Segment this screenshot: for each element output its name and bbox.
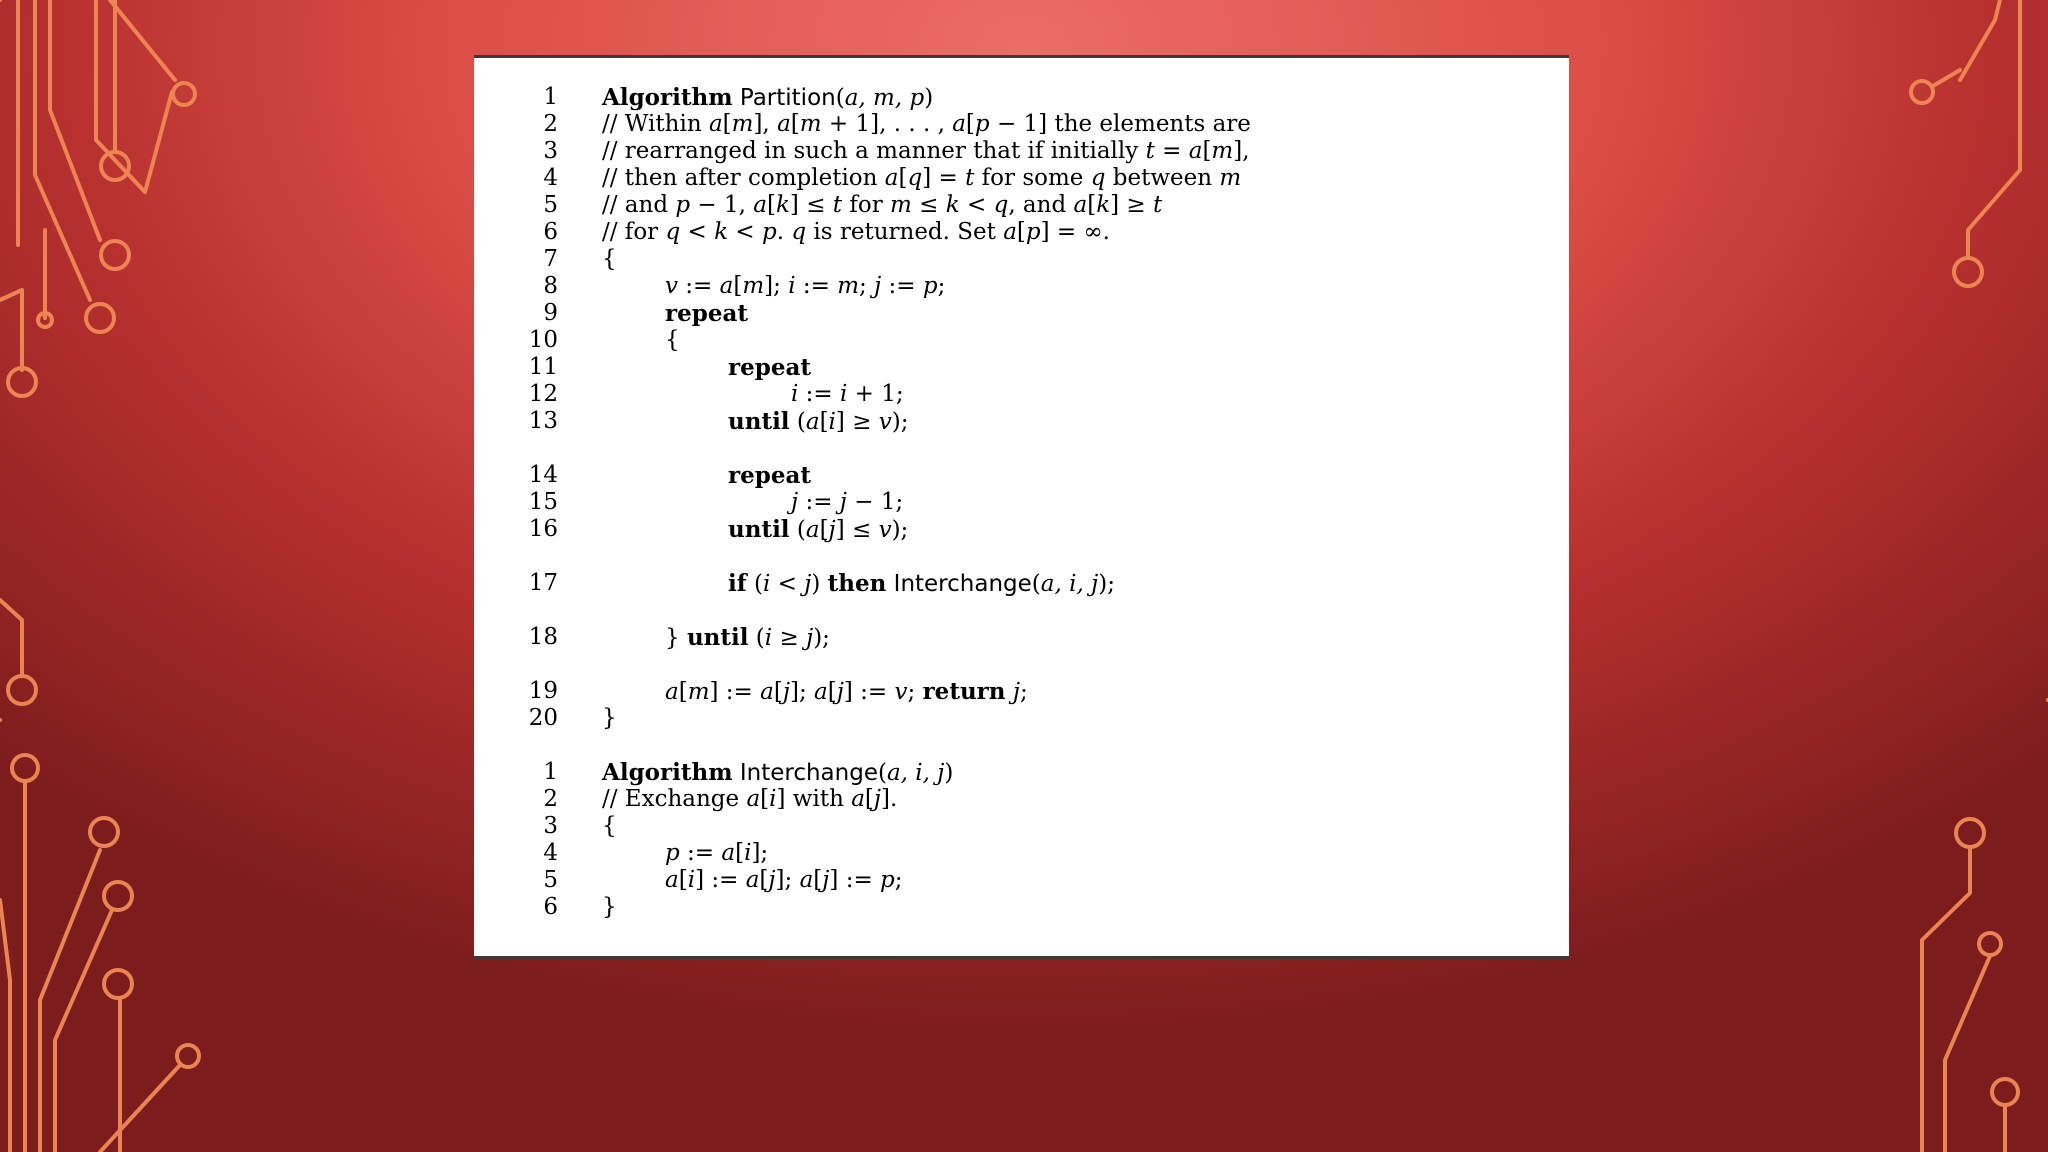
partition-line-11 xyxy=(474,354,1569,381)
code-text xyxy=(665,867,903,894)
code-token: ( xyxy=(789,517,806,543)
code-token: ; xyxy=(1019,679,1028,705)
code-token: { xyxy=(602,813,617,839)
code-token: a xyxy=(814,679,828,705)
code-token: i xyxy=(762,571,771,597)
code-token: k xyxy=(714,219,729,245)
code-token: a xyxy=(777,111,791,137)
code-token: // Within xyxy=(602,111,709,137)
code-token: [ xyxy=(773,679,783,705)
code-token: // then after completion xyxy=(602,165,885,191)
code-token xyxy=(1006,679,1013,705)
code-token: a xyxy=(799,867,814,893)
code-token: m xyxy=(837,273,860,299)
code-token: − 1] the elements are xyxy=(989,111,1251,137)
code-token: m xyxy=(1219,165,1242,191)
code-token: ); xyxy=(813,625,830,651)
partition-line-17 xyxy=(474,570,1569,597)
code-token: ], xyxy=(1233,138,1250,164)
partition-line-12 xyxy=(474,381,1569,408)
code-text xyxy=(665,327,680,354)
code-token: j xyxy=(791,489,799,515)
partition-line-19 xyxy=(474,678,1569,705)
interchange-line-1 xyxy=(474,759,1569,786)
code-token: if xyxy=(728,570,747,597)
line-number: 4 xyxy=(543,840,558,866)
code-text xyxy=(728,354,811,382)
code-token: ( xyxy=(1031,571,1041,597)
code-text xyxy=(728,570,1115,598)
code-token: a xyxy=(851,786,865,812)
code-token: , and xyxy=(1008,192,1074,218)
code-token: k xyxy=(775,192,790,218)
code-token: < xyxy=(959,192,994,218)
code-token: ; xyxy=(894,867,903,893)
code-token: − 1, xyxy=(690,192,754,218)
code-token: j xyxy=(782,679,790,705)
interchange-line-2 xyxy=(474,786,1569,813)
code-token: a xyxy=(746,786,761,812)
partition-line-7 xyxy=(474,246,1569,273)
code-token: repeat xyxy=(728,462,811,489)
code-token: // Exchange xyxy=(602,786,747,812)
code-token: ]. xyxy=(881,786,898,812)
line-number: 2 xyxy=(543,111,558,137)
line-number: 15 xyxy=(528,489,558,515)
code-token: ) xyxy=(924,85,934,111)
code-token: ( xyxy=(835,85,845,111)
code-token: ]; xyxy=(751,840,769,866)
code-token: ] = ∞. xyxy=(1040,219,1110,245)
code-token: v xyxy=(894,679,908,705)
code-token: [ xyxy=(722,111,732,137)
partition-line-3 xyxy=(474,138,1569,165)
code-text xyxy=(665,300,748,328)
line-number: 11 xyxy=(528,354,558,380)
code-token: until xyxy=(728,516,790,543)
code-token: t xyxy=(965,165,975,191)
code-token: Partition xyxy=(739,85,836,111)
code-token: } xyxy=(602,894,617,920)
code-token: repeat xyxy=(728,354,811,381)
code-token: p xyxy=(922,273,938,299)
code-token: ] ≥ xyxy=(1110,192,1154,218)
code-token: := xyxy=(679,840,722,866)
code-token: p xyxy=(1025,219,1041,245)
code-token: . xyxy=(776,219,792,245)
code-token: ] with xyxy=(776,786,852,812)
code-token: } xyxy=(602,705,617,731)
partition-line-20 xyxy=(474,705,1569,732)
code-token: [ xyxy=(813,867,823,893)
code-token: [ xyxy=(819,409,829,435)
code-token: ( xyxy=(748,625,765,651)
code-token: v xyxy=(665,273,678,299)
code-token: // and xyxy=(602,192,676,218)
code-token: a, i, j xyxy=(1040,571,1099,597)
code-token: ( xyxy=(746,571,763,597)
code-text xyxy=(728,408,909,436)
code-token: t xyxy=(1145,138,1155,164)
line-number: 8 xyxy=(543,273,558,299)
line-number: 7 xyxy=(543,246,558,272)
code-token: a xyxy=(884,165,899,191)
line-number: 12 xyxy=(528,381,558,407)
code-token: ] ≤ xyxy=(789,192,833,218)
code-token: m xyxy=(731,111,754,137)
code-token: { xyxy=(665,327,680,353)
code-text xyxy=(602,192,1162,219)
line-number: 19 xyxy=(528,678,558,704)
line-number: 6 xyxy=(543,219,558,245)
code-token: j xyxy=(839,489,847,515)
code-token: for xyxy=(842,192,891,218)
code-token: ); xyxy=(891,517,909,543)
code-token: ]; xyxy=(764,273,789,299)
code-token: ; xyxy=(859,273,875,299)
code-token: a xyxy=(753,192,767,218)
code-token: // rearranged in such a manner that if initially xyxy=(602,138,1146,164)
code-token: < xyxy=(680,219,715,245)
code-token xyxy=(733,760,740,786)
code-token: k xyxy=(945,192,960,218)
code-token: := xyxy=(881,273,923,299)
code-token: a, i, j xyxy=(886,760,945,786)
code-token: i xyxy=(788,273,796,299)
code-token: ) xyxy=(811,571,828,597)
code-token: repeat xyxy=(665,300,748,327)
line-number: 1 xyxy=(543,759,558,785)
code-text xyxy=(665,678,1028,706)
code-token: ; xyxy=(937,273,946,299)
code-token: k xyxy=(1096,192,1111,218)
code-text xyxy=(602,894,617,921)
code-token: [ xyxy=(965,111,975,137)
line-number: 14 xyxy=(528,462,558,488)
code-token: [ xyxy=(790,111,800,137)
code-token: Algorithm xyxy=(602,84,733,111)
code-token: [ xyxy=(819,517,829,543)
code-token: t xyxy=(832,192,843,218)
line-number: 13 xyxy=(528,408,558,434)
interchange-line-6 xyxy=(474,894,1569,921)
code-token: a xyxy=(745,867,760,893)
code-token: := xyxy=(678,273,720,299)
code-text xyxy=(791,381,904,408)
code-token: i xyxy=(840,381,848,407)
code-token: [ xyxy=(678,679,688,705)
code-token: p xyxy=(675,192,691,218)
code-token: ] := xyxy=(709,679,761,705)
code-text xyxy=(728,462,811,490)
code-token xyxy=(733,85,740,111)
code-text xyxy=(602,138,1250,165)
code-token: i xyxy=(764,625,773,651)
code-token: := xyxy=(795,273,838,299)
code-text xyxy=(791,489,903,516)
code-token: < xyxy=(728,219,762,245)
code-token: a xyxy=(719,273,734,299)
code-token: + 1; xyxy=(847,381,904,407)
code-token: a xyxy=(1003,219,1017,245)
code-token: between xyxy=(1105,165,1220,191)
line-number: 4 xyxy=(543,165,558,191)
code-token: j xyxy=(1012,679,1020,705)
code-token: p xyxy=(974,111,990,137)
code-token: ≤ xyxy=(911,192,946,218)
code-token: v xyxy=(878,409,892,435)
code-token: := xyxy=(798,381,841,407)
interchange-line-5 xyxy=(474,867,1569,894)
code-token: j xyxy=(804,571,812,597)
code-token: j xyxy=(822,867,830,893)
line-number: 10 xyxy=(528,327,558,353)
code-token: return xyxy=(922,678,1006,705)
code-text xyxy=(602,219,1110,246)
code-token: ( xyxy=(877,760,887,786)
code-text xyxy=(602,813,617,840)
code-token: p xyxy=(665,840,680,866)
code-token: a xyxy=(805,409,820,435)
line-number: 2 xyxy=(543,786,558,812)
code-text xyxy=(665,840,768,867)
code-token: i xyxy=(744,840,752,866)
code-token: − 1; xyxy=(846,489,904,515)
code-text xyxy=(602,759,953,787)
pseudocode-image xyxy=(474,55,1569,959)
code-text xyxy=(665,273,945,300)
code-text xyxy=(602,84,933,112)
code-token: ]; xyxy=(789,679,815,705)
code-token: ] ≥ xyxy=(835,409,879,435)
code-token: [ xyxy=(827,679,837,705)
code-token: { xyxy=(602,246,617,272)
code-token: q xyxy=(1090,165,1106,191)
code-token: [ xyxy=(1202,138,1212,164)
code-token: j xyxy=(806,625,814,651)
code-text xyxy=(602,111,1251,138)
code-token: m xyxy=(799,111,822,137)
code-token: [ xyxy=(735,840,745,866)
code-token xyxy=(886,571,893,597)
code-token: a xyxy=(1073,192,1088,218)
line-number: 3 xyxy=(543,138,558,164)
code-token: } xyxy=(665,625,687,651)
code-token: [ xyxy=(678,867,688,893)
code-token: ) xyxy=(944,760,954,786)
circuit-decoration-left xyxy=(0,0,199,1152)
code-token: [ xyxy=(760,786,770,812)
code-text xyxy=(665,624,830,652)
code-token: j xyxy=(873,786,882,812)
code-token: p xyxy=(880,867,895,893)
code-token: a xyxy=(952,111,966,137)
code-token: v xyxy=(878,517,892,543)
code-token: a xyxy=(665,867,679,893)
line-number: 20 xyxy=(528,705,558,731)
interchange-line-3 xyxy=(474,813,1569,840)
code-token: [ xyxy=(733,273,743,299)
line-number: 16 xyxy=(528,516,558,542)
line-number: 17 xyxy=(528,570,558,596)
code-token: [ xyxy=(1016,219,1026,245)
code-token: ] = xyxy=(922,165,966,191)
partition-line-14 xyxy=(474,462,1569,489)
code-token: ], xyxy=(753,111,778,137)
code-token: until xyxy=(686,624,749,651)
code-token: ] := xyxy=(829,867,881,893)
code-token: [ xyxy=(864,786,874,812)
code-token: i xyxy=(828,409,836,435)
code-token: ] := xyxy=(695,867,746,893)
code-token: is returned. Set xyxy=(806,219,1004,245)
code-token: [ xyxy=(759,867,769,893)
code-token: := xyxy=(798,489,840,515)
circuit-decoration-right xyxy=(1911,0,2048,1152)
code-token: j xyxy=(768,867,776,893)
code-token: ≥ xyxy=(772,625,807,651)
line-number: 18 xyxy=(528,624,558,650)
code-token: + 1], . . . , xyxy=(821,111,953,137)
code-token: j xyxy=(874,273,882,299)
code-token: then xyxy=(827,570,887,597)
code-token: ] ≤ xyxy=(835,517,879,543)
code-token: until xyxy=(728,408,790,435)
code-token: a xyxy=(708,111,723,137)
code-token: q xyxy=(993,192,1009,218)
partition-line-15 xyxy=(474,489,1569,516)
line-number: 5 xyxy=(543,867,558,893)
partition-line-4 xyxy=(474,165,1569,192)
line-number: 3 xyxy=(543,813,558,839)
code-token: q xyxy=(907,165,923,191)
code-token: ; xyxy=(907,679,923,705)
code-token: ]; xyxy=(775,867,800,893)
code-token: a, m, p xyxy=(844,85,925,111)
code-token: q xyxy=(665,219,681,245)
code-token: q xyxy=(791,219,807,245)
code-text xyxy=(602,165,1241,192)
line-number: 9 xyxy=(543,300,558,326)
partition-line-16 xyxy=(474,516,1569,543)
code-token: // for xyxy=(602,219,666,245)
code-token: j xyxy=(836,679,844,705)
code-token: Interchange xyxy=(739,760,878,786)
code-token: m xyxy=(1211,138,1234,164)
partition-line-2 xyxy=(474,111,1569,138)
code-token: ); xyxy=(1098,571,1115,597)
code-token: ] := xyxy=(843,679,895,705)
code-token: a xyxy=(1188,138,1203,164)
code-token: ( xyxy=(789,409,806,435)
partition-line-5 xyxy=(474,192,1569,219)
partition-line-6 xyxy=(474,219,1569,246)
partition-line-13 xyxy=(474,408,1569,435)
code-token: t xyxy=(1153,192,1163,218)
partition-line-8 xyxy=(474,273,1569,300)
code-token: for some xyxy=(974,165,1091,191)
code-token: ); xyxy=(891,409,909,435)
partition-line-9 xyxy=(474,300,1569,327)
code-token: a xyxy=(665,679,679,705)
code-token: i xyxy=(791,381,799,407)
code-token: Interchange xyxy=(893,571,1032,597)
code-token: j xyxy=(828,517,836,543)
code-text xyxy=(602,246,617,273)
code-token: a xyxy=(805,517,820,543)
code-text xyxy=(602,705,617,732)
partition-line-10 xyxy=(474,327,1569,354)
code-token: m xyxy=(742,273,765,299)
code-token: [ xyxy=(766,192,776,218)
partition-line-18 xyxy=(474,624,1569,651)
line-number: 6 xyxy=(543,894,558,920)
line-number: 5 xyxy=(543,192,558,218)
code-text xyxy=(602,786,897,813)
code-text xyxy=(728,516,908,544)
code-token: a xyxy=(760,679,774,705)
interchange-line-4 xyxy=(474,840,1569,867)
code-token: < xyxy=(770,571,805,597)
code-token: i xyxy=(687,867,696,893)
code-token: i xyxy=(769,786,777,812)
code-token: Algorithm xyxy=(602,759,733,786)
code-token: a xyxy=(721,840,736,866)
line-number: 1 xyxy=(543,84,558,110)
code-token: [ xyxy=(898,165,908,191)
code-token: p xyxy=(761,219,777,245)
code-token: m xyxy=(687,679,710,705)
code-token: m xyxy=(890,192,912,218)
code-token: [ xyxy=(1087,192,1097,218)
code-token: = xyxy=(1154,138,1189,164)
partition-line-1 xyxy=(474,84,1569,111)
